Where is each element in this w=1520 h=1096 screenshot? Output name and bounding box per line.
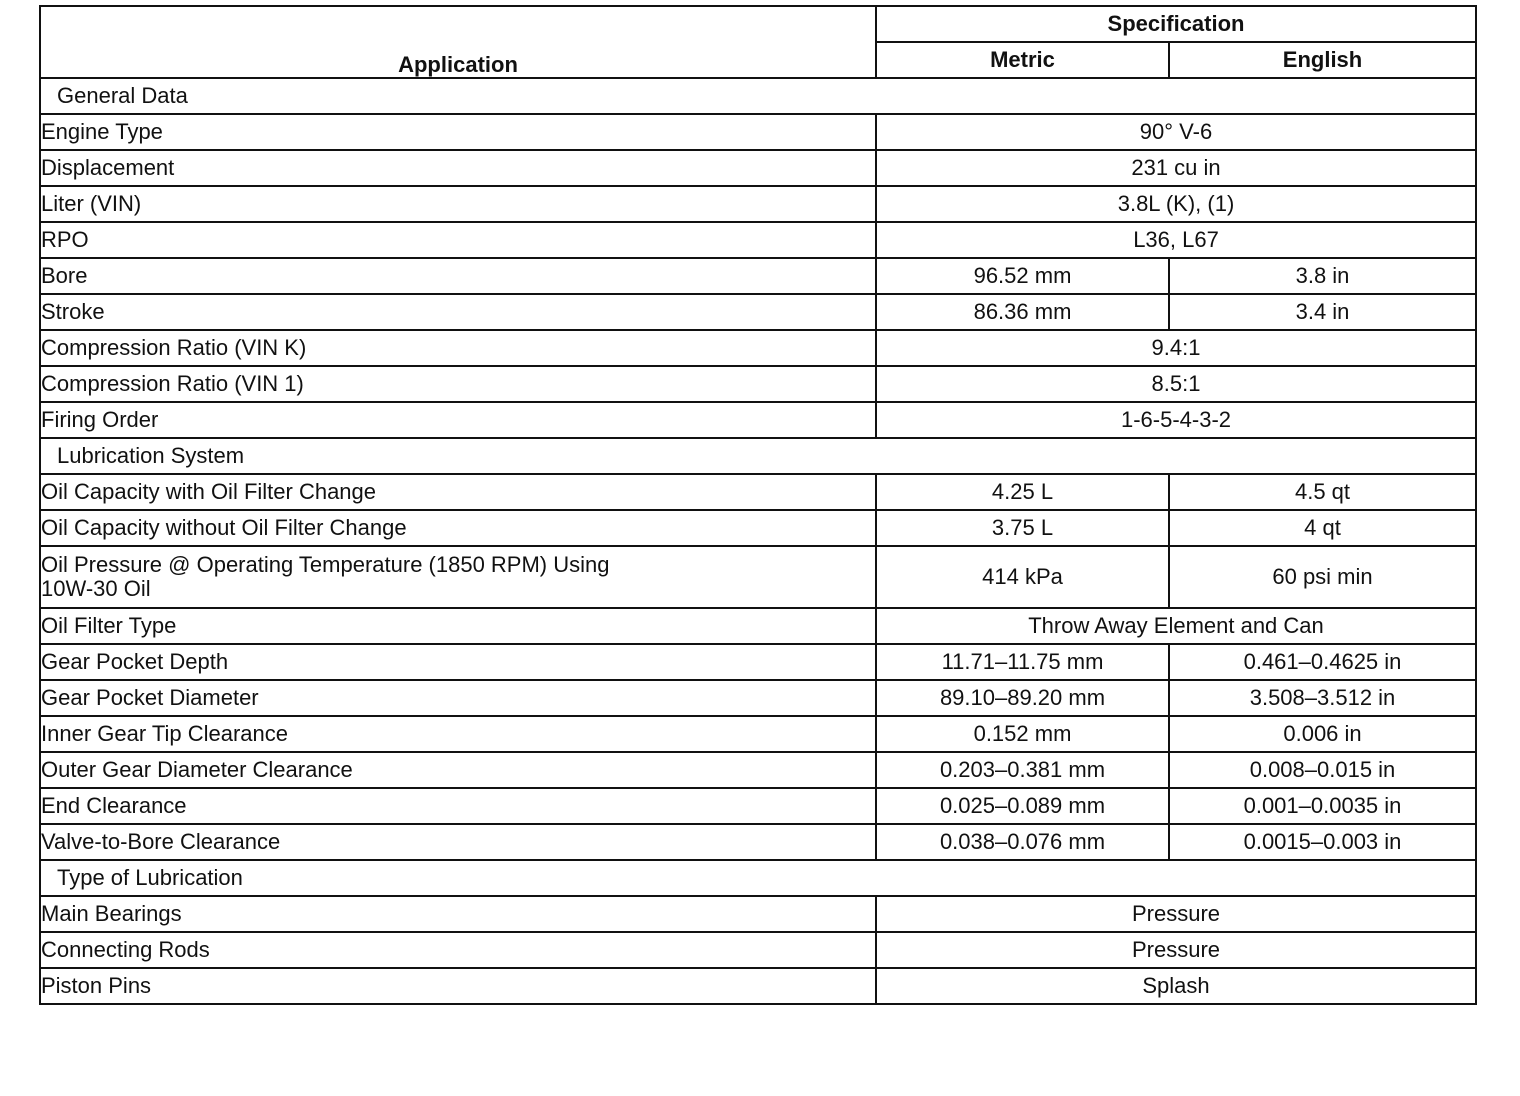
table-row bbox=[40, 932, 1476, 968]
application-label: End Clearance bbox=[40, 788, 876, 824]
application-label: Compression Ratio (VIN K) bbox=[40, 330, 876, 366]
application-label-line-1: Oil Pressure @ Operating Temperature (1850 RPM) Using bbox=[41, 552, 610, 577]
application-label: Displacement bbox=[40, 150, 876, 186]
metric-value: 0.203–0.381 mm bbox=[876, 752, 1169, 788]
table-row bbox=[40, 644, 1476, 680]
english-value: 0.006 in bbox=[1169, 716, 1476, 752]
metric-value: 0.038–0.076 mm bbox=[876, 824, 1169, 860]
section-title: Lubrication System bbox=[40, 438, 1476, 474]
table-row bbox=[40, 258, 1476, 294]
table-body bbox=[40, 78, 1476, 1004]
specification-header: Specification bbox=[876, 6, 1476, 42]
table-row bbox=[40, 366, 1476, 402]
english-value: 0.008–0.015 in bbox=[1169, 752, 1476, 788]
table-row bbox=[40, 510, 1476, 546]
english-value: 3.508–3.512 in bbox=[1169, 680, 1476, 716]
table-row bbox=[40, 294, 1476, 330]
application-label bbox=[40, 546, 876, 608]
metric-value: 86.36 mm bbox=[876, 294, 1169, 330]
english-value: 0.001–0.0035 in bbox=[1169, 788, 1476, 824]
metric-value: 4.25 L bbox=[876, 474, 1169, 510]
spec-value: 1-6-5-4-3-2 bbox=[876, 402, 1476, 438]
english-value: 0.0015–0.003 in bbox=[1169, 824, 1476, 860]
english-value: 3.4 in bbox=[1169, 294, 1476, 330]
metric-value: 0.152 mm bbox=[876, 716, 1169, 752]
application-label: Compression Ratio (VIN 1) bbox=[40, 366, 876, 402]
metric-value: 414 kPa bbox=[876, 546, 1169, 608]
header-row bbox=[40, 6, 1476, 42]
table-row bbox=[40, 608, 1476, 644]
spec-value: Pressure bbox=[876, 896, 1476, 932]
spec-value: Throw Away Element and Can bbox=[876, 608, 1476, 644]
application-label: Valve-to-Bore Clearance bbox=[40, 824, 876, 860]
section-row bbox=[40, 438, 1476, 474]
spec-value: 3.8L (K), (1) bbox=[876, 186, 1476, 222]
table-row bbox=[40, 114, 1476, 150]
table-row bbox=[40, 402, 1476, 438]
application-label: RPO bbox=[40, 222, 876, 258]
table-row bbox=[40, 680, 1476, 716]
table-row bbox=[40, 716, 1476, 752]
section-row bbox=[40, 860, 1476, 896]
application-label: Inner Gear Tip Clearance bbox=[40, 716, 876, 752]
english-value: 4.5 qt bbox=[1169, 474, 1476, 510]
application-label: Piston Pins bbox=[40, 968, 876, 1004]
section-title: General Data bbox=[40, 78, 1476, 114]
application-label: Oil Capacity with Oil Filter Change bbox=[40, 474, 876, 510]
application-label: Engine Type bbox=[40, 114, 876, 150]
table-row bbox=[40, 968, 1476, 1004]
application-label: Connecting Rods bbox=[40, 932, 876, 968]
application-label: Oil Capacity without Oil Filter Change bbox=[40, 510, 876, 546]
spec-value: 90° V-6 bbox=[876, 114, 1476, 150]
metric-header: Metric bbox=[876, 42, 1169, 78]
table-row bbox=[40, 752, 1476, 788]
application-label: Stroke bbox=[40, 294, 876, 330]
section-row bbox=[40, 78, 1476, 114]
table-row bbox=[40, 222, 1476, 258]
table-row bbox=[40, 788, 1476, 824]
application-label: Liter (VIN) bbox=[40, 186, 876, 222]
table-row bbox=[40, 474, 1476, 510]
spec-value: 9.4:1 bbox=[876, 330, 1476, 366]
application-label: Outer Gear Diameter Clearance bbox=[40, 752, 876, 788]
spec-value: 231 cu in bbox=[876, 150, 1476, 186]
table-row bbox=[40, 546, 1476, 608]
table-row bbox=[40, 896, 1476, 932]
application-label: Gear Pocket Depth bbox=[40, 644, 876, 680]
application-label: Firing Order bbox=[40, 402, 876, 438]
english-value: 4 qt bbox=[1169, 510, 1476, 546]
section-title: Type of Lubrication bbox=[40, 860, 1476, 896]
table-row bbox=[40, 330, 1476, 366]
application-label: Gear Pocket Diameter bbox=[40, 680, 876, 716]
spec-value: Pressure bbox=[876, 932, 1476, 968]
application-header: Application bbox=[40, 6, 876, 78]
english-value: 0.461–0.4625 in bbox=[1169, 644, 1476, 680]
application-label: Oil Filter Type bbox=[40, 608, 876, 644]
metric-value: 96.52 mm bbox=[876, 258, 1169, 294]
english-header: English bbox=[1169, 42, 1476, 78]
table-row bbox=[40, 186, 1476, 222]
metric-value: 0.025–0.089 mm bbox=[876, 788, 1169, 824]
application-label-line-2: 10W-30 Oil bbox=[41, 576, 151, 601]
metric-value: 11.71–11.75 mm bbox=[876, 644, 1169, 680]
spec-value: Splash bbox=[876, 968, 1476, 1004]
english-value: 3.8 in bbox=[1169, 258, 1476, 294]
english-value: 60 psi min bbox=[1169, 546, 1476, 608]
table-row bbox=[40, 824, 1476, 860]
application-label: Bore bbox=[40, 258, 876, 294]
spec-value: L36, L67 bbox=[876, 222, 1476, 258]
table-row bbox=[40, 150, 1476, 186]
metric-value: 3.75 L bbox=[876, 510, 1169, 546]
application-label: Main Bearings bbox=[40, 896, 876, 932]
specification-table bbox=[39, 5, 1477, 1005]
metric-value: 89.10–89.20 mm bbox=[876, 680, 1169, 716]
spec-value: 8.5:1 bbox=[876, 366, 1476, 402]
